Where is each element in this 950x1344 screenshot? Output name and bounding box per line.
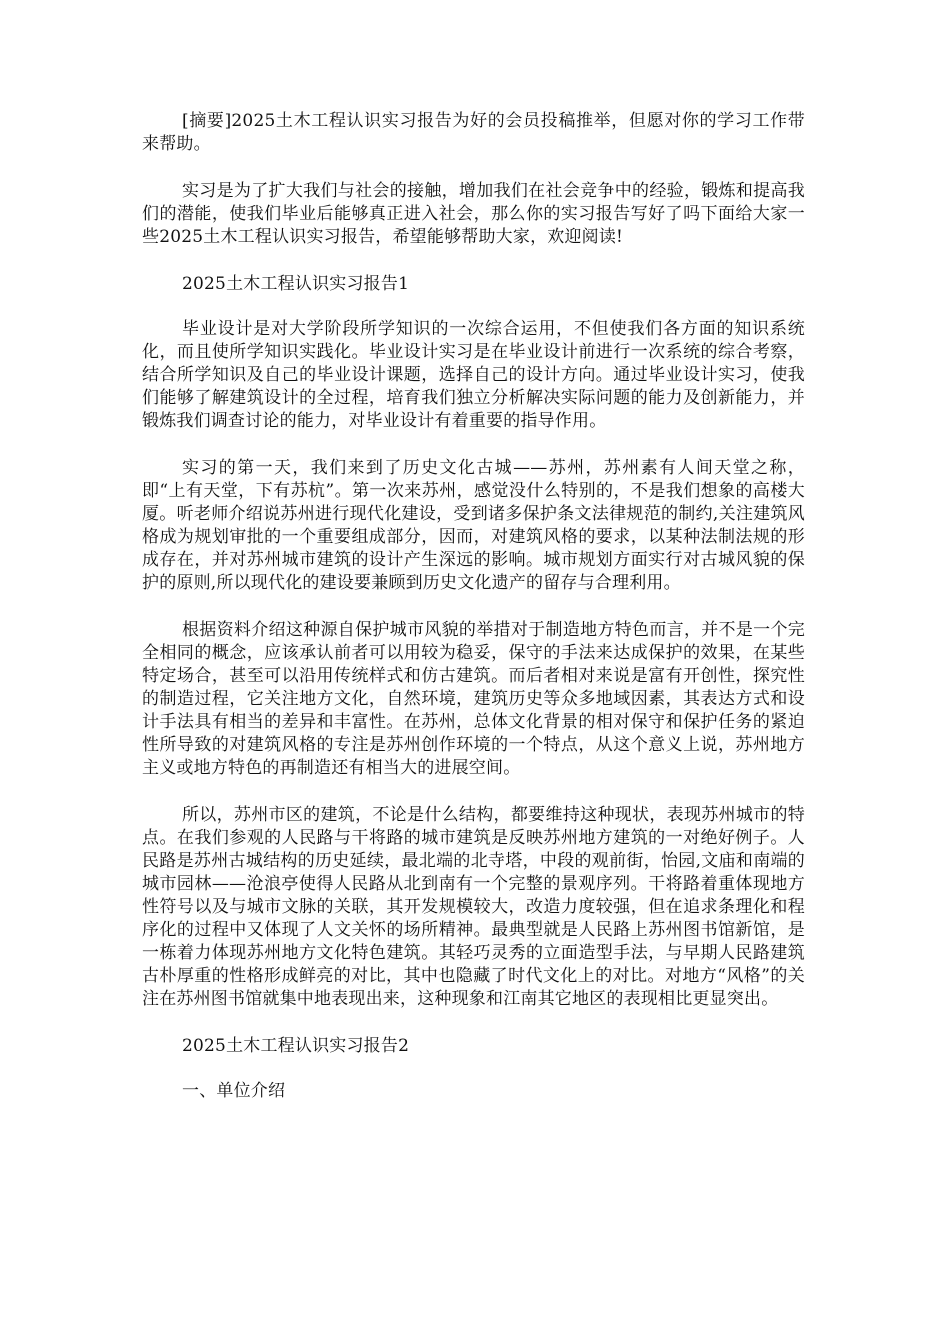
intro-paragraph: 实习是为了扩大我们与社会的接触，增加我们在社会竞争中的经验，锻炼和提高我们的潜能，使我们毕业后能够真正进入社会，那么你的实习报告写好了吗下面给大家一些2025土木工程认识实习报告，希望能够帮助大家，欢迎阅读! [142, 181, 805, 247]
report1-title: 2025土木工程认识实习报告1 [182, 274, 410, 294]
abstract-paragraph: [摘要]2025土木工程认识实习报告为好的会员投稿推举，但愿对你的学习工作带来帮助。 [142, 111, 805, 154]
section-heading-unit-intro: 一、单位介绍 [182, 1081, 286, 1101]
report1-paragraph-1: 毕业设计是对大学阶段所学知识的一次综合运用，不但使我们各方面的知识系统化，而且使所学知识实践化。毕业设计实习是在毕业设计前进行一次系统的综合考察，结合所学知识及自己的毕业设计课题，选择自己的设计方向。通过毕业设计实习，使我们能够了解建筑设计的全过程，培育我们独立分析解决实际问题的能力及创新能力，并锻炼我们调查讨论的能力，对毕业设计有着重要的指导作用。 [142, 319, 805, 431]
report2-title: 2025土木工程认识实习报告2 [182, 1036, 410, 1056]
report1-paragraph-3: 根据资料介绍这种源自保护城市风貌的举措对于制造地方特色而言，并不是一个完全相同的概念，应该承认前者可以用较为稳妥，保守的手法来达成保护的效果，在某些特定场合，甚至可以沿用传统样式和仿古建筑。而后者相对来说是富有开创性，探究性的制造过程，它关注地方文化，自然环境，建筑历史等众多地域因素，其表达方式和设计手法具有相当的差异和丰富性。在苏州，总体文化背景的相对保守和保护任务的紧迫性所导致的对建筑风格的专注是苏州创作环境的一个特点，从这个意义上说，苏州地方主义或地方特色的再制造还有相当大的进展空间。 [142, 620, 805, 778]
report1-paragraph-2: 实习的第一天，我们来到了历史文化古城——苏州，苏州素有人间天堂之称，即“上有天堂，下有苏杭”。第一次来苏州，感觉没什么特别的，不是我们想象的高楼大厦。听老师介绍说苏州进行现代化建设，受到诸多保护条文法律规范的制约,关注建筑风格成为规划审批的一个重要组成部分，因而，对建筑风格的要求，以某种法制法规的形成存在，并对苏州城市建筑的设计产生深远的影响。城市规划方面实行对古城风貌的保护的原则,所以现代化的建设要兼顾到历史文化遗产的留存与合理利用。 [142, 458, 805, 593]
report1-paragraph-4: 所以，苏州市区的建筑，不论是什么结构，都要维持这种现状，表现苏州城市的特点。在我们参观的人民路与干将路的城市建筑是反映苏州地方建筑的一对绝好例子。人民路是苏州古城结构的历史延续，最北端的北寺塔，中段的观前街，怡园,文庙和南端的城市园林——沧浪亭使得人民路从北到南有一个完整的景观序列。干将路着重体现地方性符号以及与城市文脉的关联，其开发规模较大，改造力度较强，但在追求条理化和程序化的过程中又体现了人文关怀的场所精神。最典型就是人民路上苏州图书馆新馆，是一栋着力体现苏州地方文化特色建筑。其轻巧灵秀的立面造型手法，与早期人民路建筑古朴厚重的性格形成鲜亮的对比，其中也隐藏了时代文化上的对比。对地方“风格”的关注在苏州图书馆就集中地表现出来，这种现象和江南其它地区的表现相比更显突出。 [142, 805, 805, 1009]
